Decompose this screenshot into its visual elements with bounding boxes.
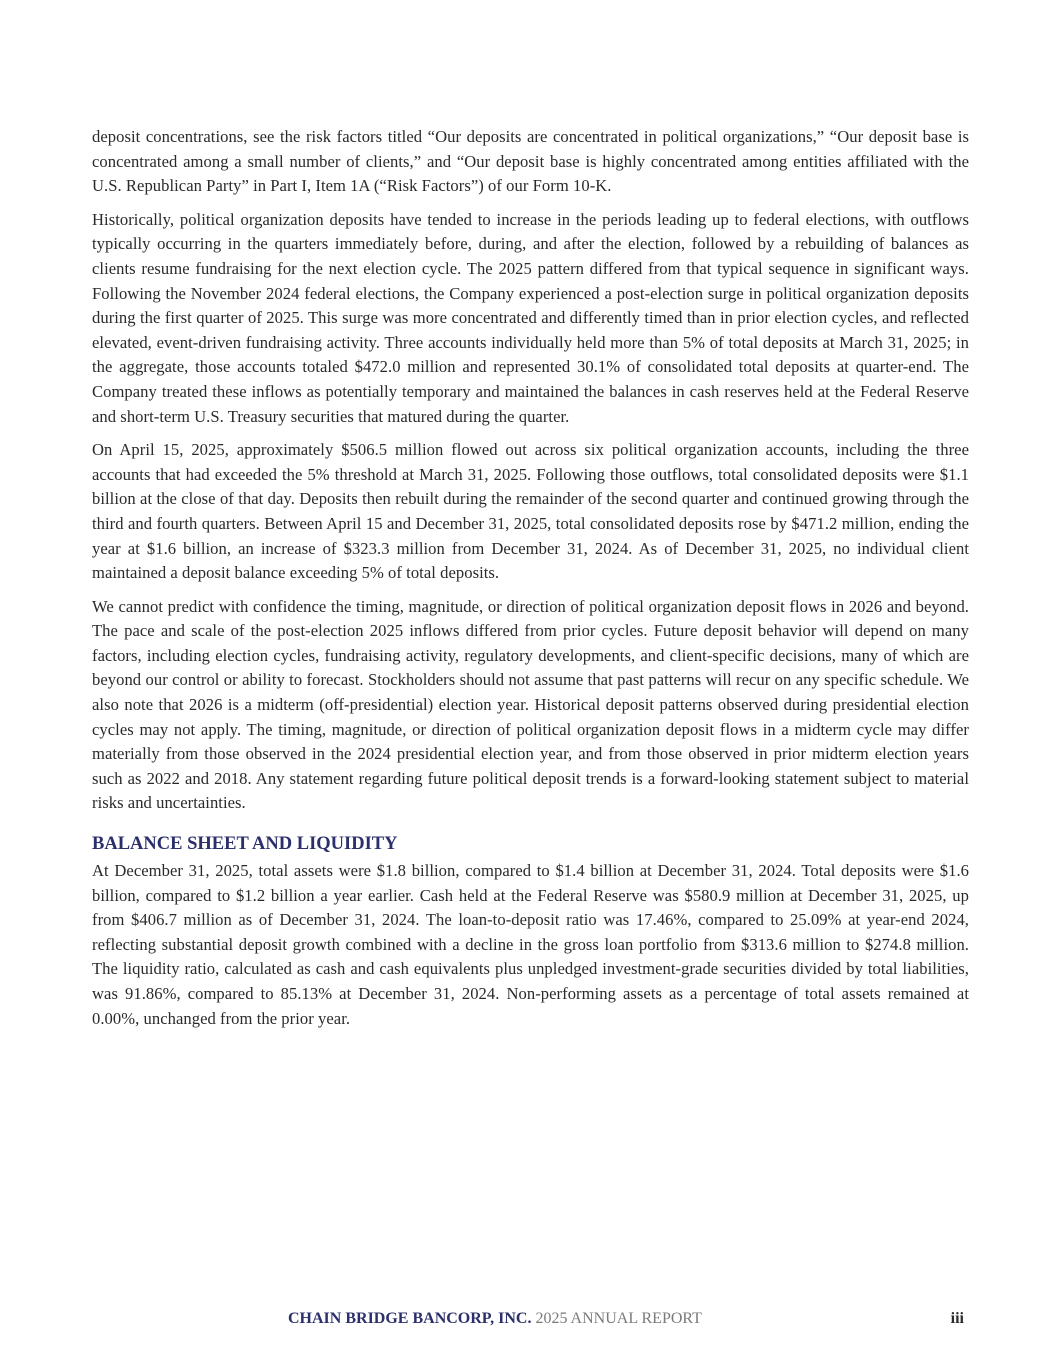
footer-page-number: iii [950,1310,964,1327]
paragraph-forward-looking-caution: We cannot predict with confidence the timing, magnitude, or direction of political organization deposit flows in 2026 and beyond. The pace and scale of the post-election 2025 inflows differed from prior cycles. Future deposit behavior will depend on many factors, including election cycles, fundraising activity, regulatory developments, and client-specific decisions, many of which are beyond our control or ability to forecast. Stockholders should not assume that past patterns will recur on any specific schedule. We also note that 2026 is a midterm (off-presidential) election year. Historical deposit patterns observed during presidential election cycles may not apply. The timing, magnitude, or direction of political organization deposit flows in a midterm cycle may differ materially from those observed in the 2024 presidential election year, and from those observed in prior midterm election years such as 2022 and 2018. Any statement regarding future political deposit trends is a forward-looking statement subject to material risks and uncertainties. [92,596,969,813]
section-heading-balance-sheet: BALANCE SHEET AND LIQUIDITY [92,834,398,855]
footer-company-name: CHAIN BRIDGE BANCORP, INC. [288,1310,532,1327]
footer-report-title: 2025 ANNUAL REPORT [535,1310,702,1327]
paragraph-april-outflows: On April 15, 2025, approximately $506.5 million flowed out across six political organization accounts, including the three accounts that had exceeded the 5% threshold at March 31, 2025. Following those outflows, total consolidated deposits were $1.1 billion at the close of that day. Deposits then rebuilt during the remainder of the second quarter and continued growing through the third and fourth quarters. Between April 15 and December 31, 2025, total consolidated deposits rose by $471.2 million, ending the year at $1.6 billion, an increase of $323.3 million from December 31, 2024. As of December 31, 2025, no individual client maintained a deposit balance exceeding 5% of total deposits. [92,440,969,583]
document-body [92,125,969,1040]
paragraph-historical-deposit-patterns: Historically, political organization deposits have tended to increase in the periods leading up to federal elections, with outflows typically occurring in the quarters immediately before, during, and after the election, followed by a rebuilding of balances as clients resume fundraising for the next election cycle. The 2025 pattern differed from that typical sequence in significant ways. Following the November 2024 federal elections, the Company experienced a post-election surge in political organization deposits during the first quarter of 2025. This surge was more concentrated and differently timed than in prior election cycles, and reflected elevated, event-driven fundraising activity. Three accounts individually held more than 5% of total deposits at March 31, 2025; in the aggregate, those accounts totaled $472.0 million and represented 30.1% of consolidated total deposits at quarter-end. The Company treated these inflows as potentially temporary and maintained the balances in cash reserves held at the Federal Reserve and short-term U.S. Treasury securities that matured during the quarter. [92,209,969,426]
page-footer [288,1308,964,1330]
paragraph-risk-factors-reference: deposit concentrations, see the risk factors titled “Our deposits are concentrated in political organizations,” “Our deposit base is concentrated among a small number of clients,” and “Our deposit base is highly concentrated among entities affiliated with the U.S. Republican Party” in Part I, Item 1A (“Risk Factors”) of our Form 10-K. [92,127,969,196]
paragraph-balance-sheet-liquidity: At December 31, 2025, total assets were $1.8 billion, compared to $1.4 billion at December 31, 2024. Total deposits were $1.6 billion, compared to $1.2 billion a year earlier. Cash held at the Federal Reserve was $580.9 million at December 31, 2025, up from $406.7 million as of December 31, 2024. The loan-to-deposit ratio was 17.46%, compared to 25.09% at year-end 2024, reflecting substantial deposit growth combined with a decline in the gross loan portfolio from $313.6 million to $274.8 million. The liquidity ratio, calculated as cash and cash equivalents plus unpledged investment-grade securities divided by total liabilities, was 91.86%, compared to 85.13% at December 31, 2024. Non-performing assets as a percentage of total assets remained at 0.00%, unchanged from the prior year. [92,861,969,1028]
